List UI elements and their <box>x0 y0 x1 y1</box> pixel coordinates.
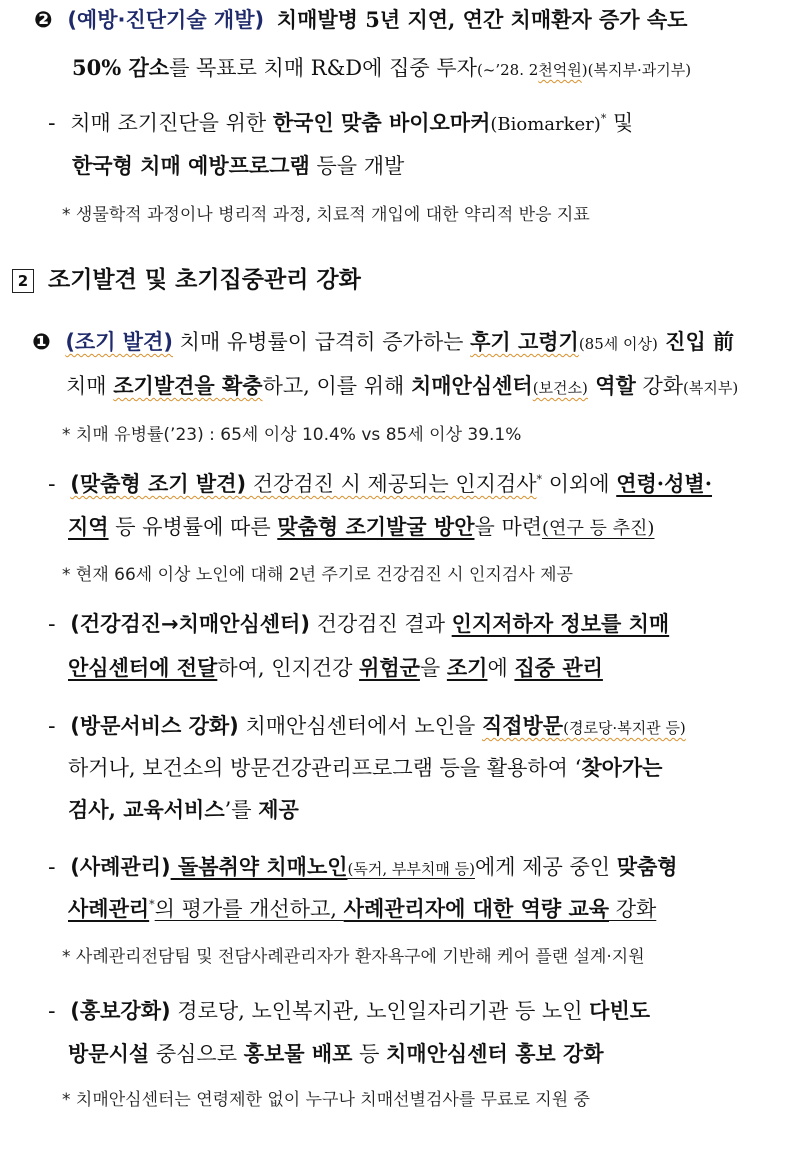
sub-d-text: 에게 제공 중인 <box>474 855 617 879</box>
sub-d-text2: 의 평가를 개선하고, <box>154 897 344 921</box>
item1-center: 치매안심센터 <box>410 373 533 398</box>
sub-b-transfer: 안심센터에 전달 <box>68 655 218 680</box>
sub-e-line2 <box>68 1040 604 1068</box>
item2-sub-program: 한국형 치매 예방프로그램 <box>72 153 310 178</box>
item2-period: (~’28. 2 <box>476 61 539 79</box>
item2-footnote: * 생물학적 과정이나 병리적 과정, 치료적 개입에 대한 약리적 반응 지표 <box>62 205 590 225</box>
item2-sub-text2: 등을 개발 <box>309 154 405 178</box>
dash-bullet: - <box>48 612 56 636</box>
sub-a-line2 <box>68 513 654 543</box>
sub-b-line1 <box>48 610 669 638</box>
sub-e-text2: 중심으로 <box>149 1042 244 1066</box>
sub-a-text2: 이외에 <box>542 472 617 496</box>
sub-b-line2 <box>68 654 603 682</box>
sub-a-text: 건강검진 시 제공되는 인지검사 <box>246 472 537 496</box>
sub-b-text2: 하여, 인지건강 <box>217 656 360 680</box>
sub-b-tag: (건강검진→치매안심센터) <box>70 612 310 636</box>
sub-b-text3: 을 <box>419 656 447 680</box>
item2-text: 를 목표로 치매 R&D에 집중 투자 <box>169 56 477 80</box>
dash-bullet: - <box>48 999 56 1023</box>
sub-e-text3: 등 <box>352 1042 387 1066</box>
item1-text3: 하고, 이를 위해 <box>262 374 411 398</box>
sub-c-places: (경로당·복지관 등) <box>563 719 686 737</box>
section-heading <box>12 265 361 295</box>
sub-d-strengthen: 강화 <box>609 897 657 921</box>
item2-tag: (예방·진단기술 개발) <box>67 8 265 32</box>
sub-a-tag: (맞춤형 조기 발견) <box>70 472 247 496</box>
sub-c-visit: 직접방문 <box>481 713 564 738</box>
sub-d-tag: (사례관리) <box>70 855 171 879</box>
sub-b-early: 조기 <box>446 655 488 680</box>
item1-age: (85세 이상) <box>578 335 658 353</box>
item2-headline: 치매발병 5년 지연, 연간 치매환자 증가 속도 <box>276 7 688 32</box>
sub-a-text3: 등 유병률에 따른 <box>108 515 278 539</box>
dash-bullet: - <box>48 472 56 496</box>
item2-sub-line1 <box>48 109 633 139</box>
sub-e-materials: 홍보물 배포 <box>243 1041 353 1066</box>
sub-a-footnote: * 현재 66세 이상 노인에 대해 2년 주기로 건강검진 시 인지검사 제공 <box>62 565 573 585</box>
sub-c-provide: 제공 <box>258 797 299 822</box>
sub-a-research: (연구 등 추진) <box>542 518 655 539</box>
item1-early-detection: 조기발견을 확충 <box>113 373 263 398</box>
sub-c-text: 치매안심센터에서 노인을 <box>238 714 482 738</box>
sub-e-footnote: * 치매안심센터는 연령제한 없이 누구나 치매선별검사를 무료로 지원 중 <box>62 1090 590 1110</box>
sub-d-line1 <box>48 853 678 883</box>
sub-d-training: 사례관리자에 대한 역량 교육 <box>343 896 610 921</box>
sub-c-text3: ’를 <box>224 798 259 822</box>
sub-c-line2 <box>68 754 662 782</box>
sub-b-text4: 에 <box>487 656 515 680</box>
sub-c-tag: (방문서비스 강화) <box>70 714 239 738</box>
section-number-box: 2 <box>12 269 34 293</box>
sub-e-frequent: 다빈도 <box>589 998 651 1023</box>
sub-b-info: 인지저하자 정보를 치매 <box>451 611 670 636</box>
item2-line2 <box>72 54 691 84</box>
item1-tail: 진입 前 <box>657 329 735 354</box>
sub-b-intensive: 집중 관리 <box>514 655 603 680</box>
sub-a-line1 <box>48 470 712 498</box>
sub-b-risk-group: 위험군 <box>359 655 420 680</box>
item2-target: 50% 감소 <box>72 55 170 80</box>
footnote-mark: * <box>149 898 155 911</box>
item2-sub-text: 치매 조기진단을 위한 <box>70 111 267 135</box>
sub-d-line2 <box>68 895 656 923</box>
footnote-mark: * <box>536 473 543 486</box>
sub-a-text4: 을 마련 <box>474 515 543 539</box>
item1-text: 치매 유병률이 급격히 증가하는 <box>172 330 471 354</box>
item1-tag: (조기 발견) <box>65 330 173 354</box>
item-number-1: ❶ <box>32 330 51 355</box>
sub-e-facilities: 방문시설 <box>68 1041 150 1066</box>
sub-a-plan: 맞춤형 조기발굴 방안 <box>277 514 475 539</box>
item2-line1 <box>34 6 687 35</box>
sub-b-text: 건강검진 결과 <box>309 612 452 636</box>
item2-ministry: )(복지부·과기부) <box>581 61 692 79</box>
item1-health-center: (보건소) <box>532 379 588 397</box>
sub-c-text2: 하거나, 보건소의 방문건강관리프로그램 등을 활용하여 ‘ <box>68 756 582 780</box>
item2-sub-biomarker-en: (Biomarker) <box>490 114 601 135</box>
item1-line2 <box>66 372 738 402</box>
item2-amount: 천억원 <box>538 61 582 79</box>
dash-bullet: - <box>48 855 56 879</box>
footnote-mark: * <box>600 112 607 125</box>
sub-a-demographics: 연령·성별· <box>616 471 713 496</box>
sub-d-examples: (독거, 부부치매 등) <box>347 860 475 878</box>
item1-role: 역할 <box>587 373 636 398</box>
section-title: 조기발견 및 초기집중관리 강화 <box>48 267 361 293</box>
sub-c-line3 <box>68 796 299 824</box>
sub-c-line1 <box>48 712 686 742</box>
item2-sub-biomarker: 한국인 맞춤 바이오마커 <box>272 110 491 135</box>
item1-footnote: * 치매 유병률(’23) : 65세 이상 10.4% vs 85세 이상 39.1% <box>62 425 522 445</box>
sub-a-region: 지역 <box>68 514 109 539</box>
item1-text2: 치매 <box>66 374 114 398</box>
item1-line1 <box>32 328 734 358</box>
item2-sub-line2 <box>72 152 404 180</box>
sub-d-customized: 맞춤형 <box>616 854 678 879</box>
item1-late-elderly: 후기 고령기 <box>470 329 579 354</box>
sub-c-outreach: 찾아가는 <box>581 755 663 780</box>
sub-e-tag: (홍보강화) <box>70 999 171 1023</box>
dash-bullet: - <box>48 714 56 738</box>
item1-ministry: (복지부) <box>683 379 739 397</box>
item2-sub-tail: 및 <box>606 111 634 135</box>
sub-e-text: 경로당, 노인복지관, 노인일자리기관 등 노인 <box>170 999 590 1023</box>
item1-strengthen: 강화 <box>635 374 684 398</box>
sub-d-footnote: * 사례관리전담팀 및 전담사례관리자가 환자욕구에 기반해 케어 플랜 설계·지원 <box>62 947 645 967</box>
sub-d-vulnerable: 돌봄취약 치매노인 <box>170 854 348 879</box>
sub-e-promotion: 치매안심센터 홍보 강화 <box>386 1041 604 1066</box>
dash-bullet: - <box>48 111 56 135</box>
sub-e-line1 <box>48 997 650 1025</box>
item-number-2: ❷ <box>34 8 53 33</box>
sub-c-services: 검사, 교육서비스 <box>68 797 225 822</box>
sub-d-case-mgmt: 사례관리 <box>68 896 150 921</box>
